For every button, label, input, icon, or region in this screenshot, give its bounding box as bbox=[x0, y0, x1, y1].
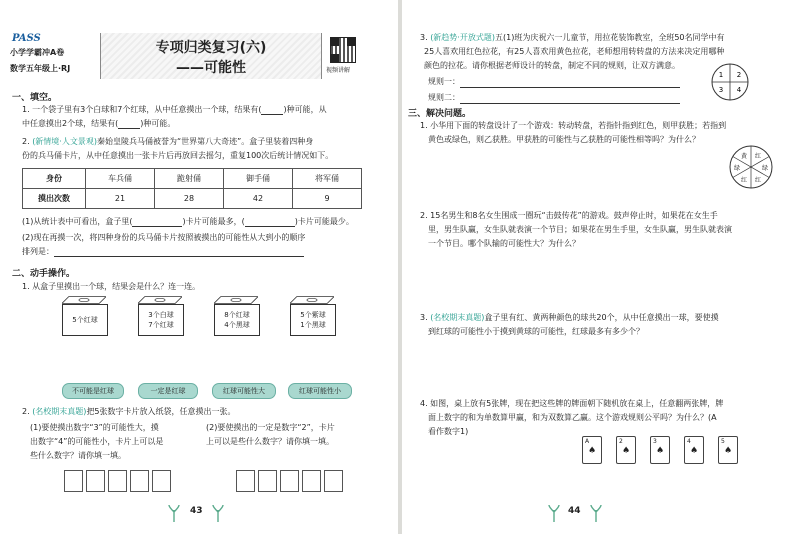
q2-sub1 bbox=[22, 216, 354, 227]
sprout-icon bbox=[548, 504, 560, 522]
playing-card bbox=[616, 436, 636, 464]
digit-card-box[interactable] bbox=[258, 470, 277, 492]
q2-sub1-b: )卡片可能最多，( bbox=[182, 217, 245, 226]
spinner-label: 红 bbox=[740, 177, 748, 184]
rule2-label: 规则二： bbox=[428, 93, 460, 102]
card-rank: A bbox=[585, 438, 590, 445]
q4-tag: (名校期末真题) bbox=[32, 407, 87, 416]
page-subtitle: ——可能性 bbox=[176, 60, 246, 76]
q2-tag: (新情境·人文景观) bbox=[32, 137, 97, 146]
ball-box bbox=[290, 296, 342, 334]
grade-label: 数学五年级上·RJ bbox=[10, 64, 71, 73]
box-top bbox=[290, 296, 334, 304]
q6-line1: 1. 小华用下面的转盘设计了一个游戏：转动转盘，若指针指到红色，则甲获胜；若指到 bbox=[420, 121, 727, 130]
answer-blank[interactable] bbox=[261, 105, 283, 115]
series-logo bbox=[10, 33, 96, 79]
q1-text-b: )种可能，从 bbox=[283, 105, 327, 114]
right-page bbox=[402, 0, 800, 534]
table-header-cell: 车兵俑 bbox=[86, 169, 155, 189]
answer-pill[interactable]: 红球可能性小 bbox=[288, 383, 352, 399]
q7-line1: 2. 15名男生和8名女生围成一圈玩“击鼓传花”的游戏。鼓声停止时，如果花在女生手 bbox=[420, 211, 718, 220]
card-rank: 3 bbox=[653, 438, 657, 445]
q8-number: 3. bbox=[420, 313, 428, 322]
table-cell: 28 bbox=[155, 189, 224, 209]
box-label: 8个红球 bbox=[224, 311, 250, 319]
box-face bbox=[290, 304, 336, 336]
spinner-label: 黄 bbox=[740, 153, 748, 160]
q2-line1 bbox=[22, 136, 313, 147]
q8-text-1: 盒子里有红、黄两种颜色的球共20个，从中任意摸出一球，要使摸 bbox=[484, 313, 719, 322]
q7-line2: 里，男生队赢，女生队就表演一个节目；如果花在男生手里，女生队赢，男生队就表演 bbox=[428, 225, 732, 234]
answer-blank[interactable] bbox=[118, 119, 140, 129]
q5-tag: (新趋势·开放式题) bbox=[430, 33, 495, 42]
ball-box bbox=[138, 296, 190, 334]
q9-line3: 看作数字1) bbox=[428, 427, 469, 436]
page-number: 43 bbox=[190, 506, 203, 516]
sprout-icon bbox=[212, 504, 224, 522]
spinner-label: 绿 bbox=[733, 165, 741, 172]
box-label: 7个红球 bbox=[148, 321, 174, 329]
box-label: 4个黑球 bbox=[224, 321, 250, 329]
q4-sub2-a: (2)要使摸出的一定是数字“2”，卡片 bbox=[206, 423, 335, 432]
playing-card bbox=[650, 436, 670, 464]
q2-sub1-a: (1)从统计表中可看出，盒子里( bbox=[22, 217, 133, 226]
series-name: 小学学霸冲A卷 bbox=[10, 48, 65, 57]
brand-logo: PASS bbox=[12, 33, 41, 44]
box-label: 3个白球 bbox=[148, 311, 174, 319]
q8-line1 bbox=[420, 312, 719, 323]
q2-sub2a: (2)现在再摸一次，将四种身份的兵马俑卡片按照被摸出的可能性从大到小的顺序 bbox=[22, 233, 306, 242]
q8-line2: 到红球的可能性小于摸到黄球的可能性，红球最多有多少个？ bbox=[428, 327, 644, 336]
page-title: 专项归类复习(六) bbox=[155, 40, 267, 56]
answer-pill[interactable]: 不可能是红球 bbox=[62, 383, 124, 399]
q5-line2: 25人喜欢用红色拉花，有25人喜欢用黄色拉花，老师想用转转盘的方法来决定用哪种 bbox=[424, 47, 725, 56]
box-face bbox=[138, 304, 184, 336]
spinner-numbers bbox=[710, 62, 750, 102]
title-banner bbox=[100, 33, 322, 79]
q2-sub1-c: )卡片可能最少。 bbox=[294, 217, 354, 226]
q8-tag: (名校期末真题) bbox=[430, 313, 485, 322]
table-cell: 21 bbox=[86, 189, 155, 209]
table-header-cell: 身份 bbox=[23, 169, 86, 189]
q2-line2: 份的兵马俑卡片，从中任意摸出一张卡片后再放回去摇匀，重复100次后统计情况如下。 bbox=[22, 151, 334, 160]
q9-line1: 4. 如图，桌上放有5张牌，现在把这些牌的牌面朝下随机放在桌上，任意翻两张牌，牌 bbox=[420, 399, 724, 408]
box-label: 1个黑球 bbox=[300, 321, 326, 329]
left-page bbox=[0, 0, 398, 534]
q2-number: 2. bbox=[22, 137, 30, 146]
spade-icon: ♠ bbox=[588, 446, 597, 456]
digit-card-box[interactable] bbox=[108, 470, 127, 492]
digit-card-box[interactable] bbox=[152, 470, 171, 492]
box-face bbox=[62, 304, 108, 336]
section-operate-heading: 二、动手操作。 bbox=[12, 269, 76, 279]
digit-card-box[interactable] bbox=[64, 470, 83, 492]
q5-number: 3. bbox=[420, 33, 428, 42]
spinner-label: 红 bbox=[754, 177, 762, 184]
table-header-cell: 跪射俑 bbox=[155, 169, 224, 189]
q4-sub1-c: 些什么数字？请你填一填。 bbox=[30, 451, 126, 460]
box-top bbox=[138, 296, 182, 304]
card-rank: 4 bbox=[687, 438, 691, 445]
spinner-label: 绿 bbox=[761, 165, 769, 172]
digit-card-box[interactable] bbox=[280, 470, 299, 492]
spinner-colors bbox=[728, 144, 774, 190]
answer-pill[interactable]: 一定是红球 bbox=[138, 383, 198, 399]
table-header-cell: 御手俑 bbox=[224, 169, 293, 189]
table-row bbox=[23, 189, 362, 209]
q1-line2 bbox=[22, 118, 175, 129]
section-fill-heading: 一、填空。 bbox=[12, 93, 58, 103]
q4-number: 2. bbox=[22, 407, 30, 416]
qr-code-icon[interactable] bbox=[330, 37, 356, 63]
q5-text-1: 五(1)班为庆祝六一儿童节，用拉花装饰教室，全班50名同学中有 bbox=[494, 33, 725, 42]
q4-line bbox=[22, 406, 236, 417]
rule1-line[interactable] bbox=[460, 86, 680, 88]
table-cell: 9 bbox=[293, 189, 362, 209]
q3-text: 1. 从盒子里摸出一个球，结果会是什么？连一连。 bbox=[22, 282, 201, 291]
playing-card bbox=[684, 436, 704, 464]
qr-label: 视频讲解 bbox=[326, 67, 351, 74]
spinner-label: 4 bbox=[736, 86, 742, 94]
answer-blank[interactable] bbox=[132, 217, 182, 227]
q2-text-1: 秦始皇陵兵马俑被誉为“世界第八大奇迹”。盒子里装着四种身 bbox=[96, 137, 314, 146]
spinner-label: 3 bbox=[718, 86, 724, 94]
q5-line1 bbox=[420, 32, 725, 43]
digit-card-box[interactable] bbox=[302, 470, 321, 492]
statistics-table bbox=[22, 168, 362, 209]
q6-line2: 黄色或绿色，则乙获胜。甲获胜的可能性与乙获胜的可能性相等吗？为什么？ bbox=[428, 135, 700, 144]
playing-card bbox=[718, 436, 738, 464]
box-top bbox=[62, 296, 106, 304]
spinner-label: 红 bbox=[754, 153, 762, 160]
q4-sub1-a: (1)要使摸出数字“3”的可能性大，摸 bbox=[30, 423, 159, 432]
card-rank: 2 bbox=[619, 438, 623, 445]
q4-sub2-b: 上可以是些什么数字？请你填一填。 bbox=[206, 437, 334, 446]
sprout-icon bbox=[590, 504, 602, 522]
digit-card-box[interactable] bbox=[130, 470, 149, 492]
spade-icon: ♠ bbox=[622, 446, 631, 456]
playing-card bbox=[582, 436, 602, 464]
q2-sub2b bbox=[22, 246, 304, 257]
spade-icon: ♠ bbox=[690, 446, 699, 456]
table-header-cell: 将军俑 bbox=[293, 169, 362, 189]
rule1-label: 规则一： bbox=[428, 77, 460, 86]
ball-box bbox=[214, 296, 266, 334]
q1-line1 bbox=[22, 104, 327, 115]
answer-blank[interactable] bbox=[245, 217, 295, 227]
box-label: 5个紫球 bbox=[300, 311, 326, 319]
spinner-label: 2 bbox=[736, 71, 742, 79]
answer-line[interactable] bbox=[54, 247, 304, 257]
q2-sub2-label: 排列是： bbox=[22, 247, 54, 256]
spade-icon: ♠ bbox=[656, 446, 665, 456]
spinner-label: 1 bbox=[718, 71, 724, 79]
digit-card-box[interactable] bbox=[324, 470, 343, 492]
q4-sub1-b: 出数字“4”的可能性小，卡片上可以是 bbox=[30, 437, 164, 446]
q7-line3: 一个节目。哪个队输的可能性大？为什么？ bbox=[428, 239, 580, 248]
ball-box bbox=[62, 296, 114, 334]
box-top bbox=[214, 296, 258, 304]
section-solve-heading: 三、解决问题。 bbox=[408, 109, 472, 119]
page-number: 44 bbox=[568, 506, 581, 516]
digit-card-box[interactable] bbox=[236, 470, 255, 492]
card-rank: 5 bbox=[721, 438, 725, 445]
box-label: 5个红球 bbox=[72, 316, 98, 324]
q5-line3: 颜色的拉花。请你根据老师设计的转盘，制定不同的规则，让双方满意。 bbox=[424, 61, 680, 70]
sprout-icon bbox=[168, 504, 180, 522]
page-header bbox=[10, 33, 360, 79]
q1-text-a: 1. 一个袋子里有3个白球和7个红球，从中任意摸出一个球，结果有( bbox=[22, 105, 262, 114]
q1-text-d: )种可能。 bbox=[140, 119, 176, 128]
rule2-line[interactable] bbox=[460, 102, 680, 104]
q9-line2: 面上数字的和为单数算甲赢，和为双数算乙赢。这个游戏规则公平吗？为什么？(A bbox=[428, 413, 717, 422]
table-cell: 42 bbox=[224, 189, 293, 209]
digit-card-box[interactable] bbox=[86, 470, 105, 492]
q1-text-c: 中任意摸出2个球，结果有( bbox=[22, 119, 119, 128]
q4-text: 把5张数字卡片放入纸袋，任意摸出一张。 bbox=[86, 407, 236, 416]
table-row-label: 摸出次数 bbox=[23, 189, 86, 209]
spade-icon: ♠ bbox=[724, 446, 733, 456]
answer-pill[interactable]: 红球可能性大 bbox=[212, 383, 276, 399]
box-face bbox=[214, 304, 260, 336]
table-header-row bbox=[23, 169, 362, 189]
